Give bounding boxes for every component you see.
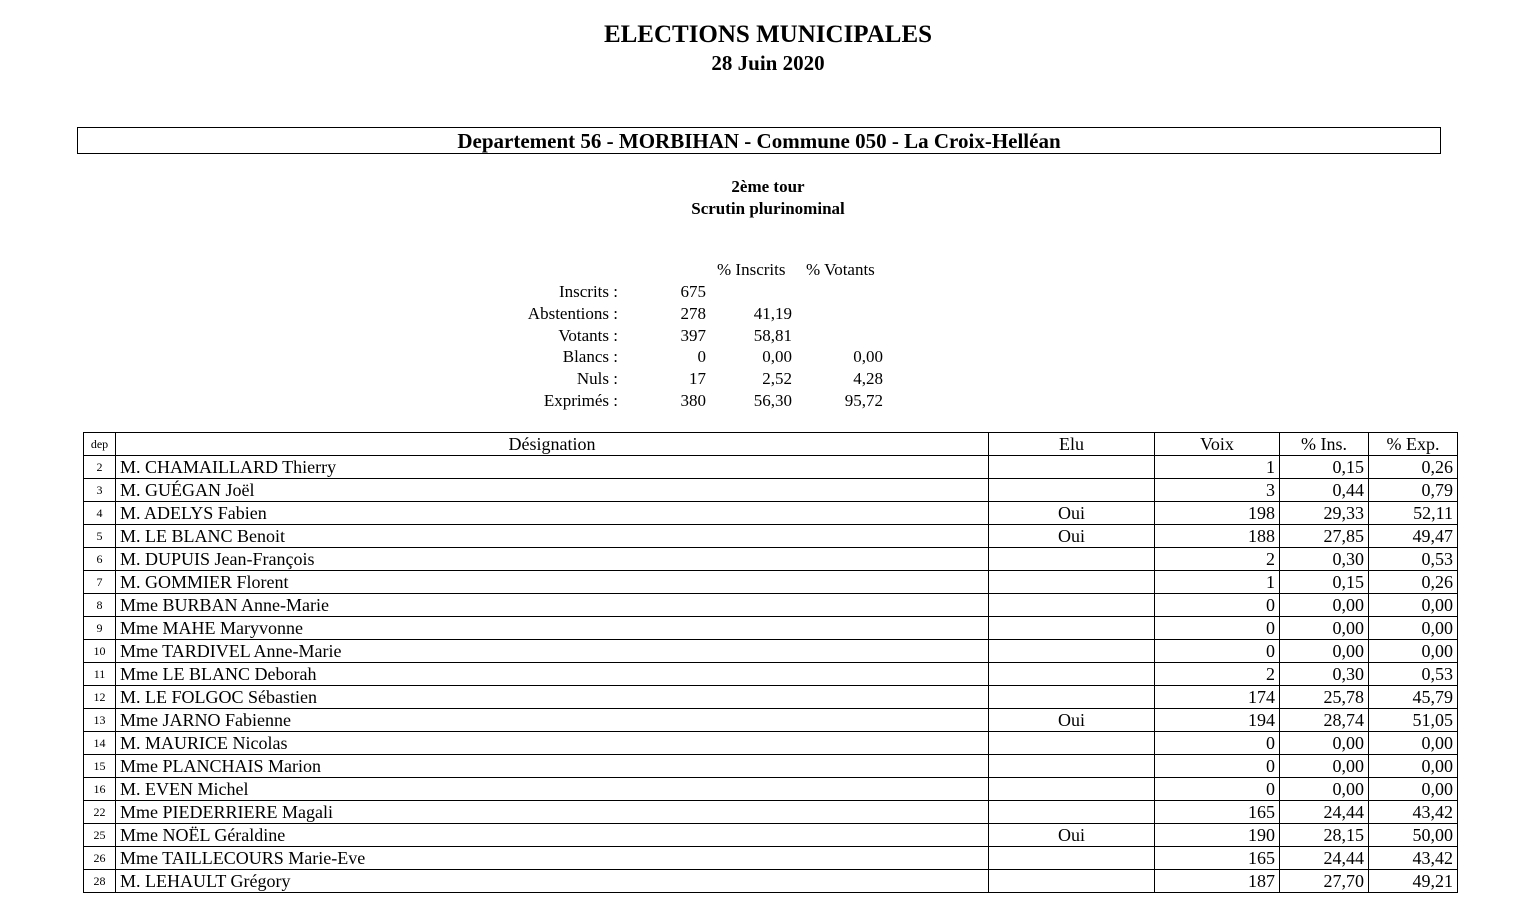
cell-designation: M. ADELYS Fabien — [116, 502, 989, 525]
page-title: ELECTIONS MUNICIPALES — [603, 21, 933, 48]
cell-pct-ins: 0,00 — [1280, 755, 1369, 778]
cell-pct-ins: 25,78 — [1280, 686, 1369, 709]
election-date: 28 Juin 2020 — [711, 51, 825, 75]
cell-dep: 12 — [84, 686, 116, 709]
cell-elu — [989, 617, 1155, 640]
table-row — [84, 571, 1458, 594]
cell-voix: 0 — [1155, 778, 1280, 801]
cell-dep: 15 — [84, 755, 116, 778]
cell-pct-exp: 45,79 — [1369, 686, 1458, 709]
column-header-dep: dep — [84, 433, 116, 456]
cell-designation: Mme PLANCHAIS Marion — [116, 755, 989, 778]
cell-pct-exp: 0,53 — [1369, 663, 1458, 686]
cell-designation: M. MAURICE Nicolas — [116, 732, 989, 755]
cell-pct-ins: 0,00 — [1280, 594, 1369, 617]
cell-elu — [989, 755, 1155, 778]
cell-designation: Mme MAHE Maryvonne — [116, 617, 989, 640]
cell-dep: 2 — [84, 456, 116, 479]
table-row — [84, 502, 1458, 525]
cell-elu — [989, 778, 1155, 801]
column-header-designation: Désignation — [116, 433, 989, 456]
pct-inscrits-header: % Inscrits — [717, 260, 786, 279]
cell-pct-ins: 0,00 — [1280, 732, 1369, 755]
table-row — [84, 525, 1458, 548]
stats-label: Abstentions : — [527, 304, 618, 323]
cell-designation: Mme PIEDERRIERE Magali — [116, 801, 989, 824]
candidates-table-body — [84, 456, 1458, 893]
cell-voix: 0 — [1155, 594, 1280, 617]
table-row — [84, 479, 1458, 502]
cell-voix: 188 — [1155, 525, 1280, 548]
cell-pct-exp: 50,00 — [1369, 824, 1458, 847]
cell-dep: 3 — [84, 479, 116, 502]
table-row — [84, 801, 1458, 824]
cell-voix: 198 — [1155, 502, 1280, 525]
stats-pct-inscrits: 2,52 — [762, 369, 792, 388]
stats-pct-inscrits: 41,19 — [753, 304, 792, 323]
cell-voix: 1 — [1155, 571, 1280, 594]
cell-voix: 190 — [1155, 824, 1280, 847]
cell-pct-ins: 28,74 — [1280, 709, 1369, 732]
cell-pct-ins: 24,44 — [1280, 801, 1369, 824]
stats-pct-votants: 95,72 — [844, 391, 883, 410]
column-header-elu: Elu — [989, 433, 1155, 456]
cell-designation: M. DUPUIS Jean-François — [116, 548, 989, 571]
cell-dep: 9 — [84, 617, 116, 640]
stats-label: Nuls : — [576, 369, 618, 388]
cell-dep: 8 — [84, 594, 116, 617]
cell-pct-ins: 0,15 — [1280, 456, 1369, 479]
cell-designation: M. EVEN Michel — [116, 778, 989, 801]
round-label: 2ème tour — [731, 177, 805, 196]
cell-voix: 187 — [1155, 870, 1280, 893]
column-header-pct-exp: % Exp. — [1369, 433, 1458, 456]
cell-pct-exp: 0,26 — [1369, 456, 1458, 479]
cell-designation: M. LEHAULT Grégory — [116, 870, 989, 893]
cell-elu — [989, 732, 1155, 755]
department-banner: Departement 56 - MORBIHAN - Commune 050 - La Croix-Helléan — [77, 127, 1441, 154]
stats-value: 17 — [689, 369, 706, 388]
cell-elu — [989, 801, 1155, 824]
table-row — [84, 824, 1458, 847]
column-header-voix: Voix — [1155, 433, 1280, 456]
cell-elu — [989, 548, 1155, 571]
cell-elu — [989, 640, 1155, 663]
cell-designation: M. CHAMAILLARD Thierry — [116, 456, 989, 479]
cell-pct-exp: 51,05 — [1369, 709, 1458, 732]
stats-pct-inscrits: 58,81 — [753, 326, 792, 345]
stats-value: 397 — [680, 326, 706, 345]
table-row — [84, 732, 1458, 755]
cell-pct-ins: 0,00 — [1280, 640, 1369, 663]
cell-designation: Mme TAILLECOURS Marie-Eve — [116, 847, 989, 870]
cell-designation: M. GOMMIER Florent — [116, 571, 989, 594]
cell-voix: 3 — [1155, 479, 1280, 502]
cell-pct-ins: 0,00 — [1280, 778, 1369, 801]
cell-pct-ins: 0,30 — [1280, 663, 1369, 686]
cell-pct-ins: 0,15 — [1280, 571, 1369, 594]
cell-elu: Oui — [989, 824, 1155, 847]
table-row — [84, 456, 1458, 479]
table-row — [84, 548, 1458, 571]
stats-pct-votants: 0,00 — [853, 347, 883, 366]
cell-dep: 25 — [84, 824, 116, 847]
table-row — [84, 686, 1458, 709]
cell-elu — [989, 870, 1155, 893]
cell-dep: 10 — [84, 640, 116, 663]
cell-voix: 0 — [1155, 617, 1280, 640]
stats-label: Blancs : — [562, 347, 618, 366]
cell-voix: 174 — [1155, 686, 1280, 709]
stats-label: Exprimés : — [543, 391, 618, 410]
cell-pct-exp: 0,53 — [1369, 548, 1458, 571]
cell-pct-exp: 52,11 — [1369, 502, 1458, 525]
cell-elu: Oui — [989, 525, 1155, 548]
cell-voix: 2 — [1155, 663, 1280, 686]
stats-pct-votants: 4,28 — [853, 369, 883, 388]
cell-designation: Mme BURBAN Anne-Marie — [116, 594, 989, 617]
table-header-row — [84, 433, 1458, 456]
cell-designation: M. GUÉGAN Joël — [116, 479, 989, 502]
table-row — [84, 617, 1458, 640]
cell-voix: 1 — [1155, 456, 1280, 479]
table-row — [84, 778, 1458, 801]
stats-value: 278 — [680, 304, 706, 323]
stats-value: 0 — [697, 347, 706, 366]
cell-elu: Oui — [989, 502, 1155, 525]
cell-elu — [989, 571, 1155, 594]
cell-pct-exp: 0,00 — [1369, 640, 1458, 663]
cell-voix: 165 — [1155, 801, 1280, 824]
cell-designation: Mme NOËL Géraldine — [116, 824, 989, 847]
cell-pct-exp: 43,42 — [1369, 847, 1458, 870]
cell-elu — [989, 456, 1155, 479]
stats-value: 380 — [680, 391, 706, 410]
cell-voix: 0 — [1155, 640, 1280, 663]
cell-voix: 194 — [1155, 709, 1280, 732]
cell-pct-ins: 27,85 — [1280, 525, 1369, 548]
cell-pct-ins: 0,00 — [1280, 617, 1369, 640]
cell-dep: 26 — [84, 847, 116, 870]
cell-dep: 28 — [84, 870, 116, 893]
cell-dep: 16 — [84, 778, 116, 801]
column-header-pct-ins: % Ins. — [1280, 433, 1369, 456]
table-row — [84, 709, 1458, 732]
cell-voix: 2 — [1155, 548, 1280, 571]
cell-pct-ins: 24,44 — [1280, 847, 1369, 870]
table-row — [84, 847, 1458, 870]
cell-voix: 165 — [1155, 847, 1280, 870]
cell-voix: 0 — [1155, 755, 1280, 778]
cell-pct-exp: 0,26 — [1369, 571, 1458, 594]
cell-pct-exp: 0,00 — [1369, 617, 1458, 640]
cell-elu — [989, 847, 1155, 870]
cell-pct-exp: 0,79 — [1369, 479, 1458, 502]
cell-pct-exp: 0,00 — [1369, 778, 1458, 801]
cell-pct-exp: 0,00 — [1369, 732, 1458, 755]
cell-pct-exp: 49,47 — [1369, 525, 1458, 548]
cell-pct-ins: 27,70 — [1280, 870, 1369, 893]
cell-elu: Oui — [989, 709, 1155, 732]
table-row — [84, 663, 1458, 686]
stats-pct-inscrits: 56,30 — [753, 391, 792, 410]
cell-designation: Mme LE BLANC Deborah — [116, 663, 989, 686]
table-row — [84, 755, 1458, 778]
cell-pct-ins: 28,15 — [1280, 824, 1369, 847]
cell-elu — [989, 479, 1155, 502]
cell-elu — [989, 686, 1155, 709]
cell-designation: M. LE BLANC Benoit — [116, 525, 989, 548]
cell-designation: Mme TARDIVEL Anne-Marie — [116, 640, 989, 663]
cell-dep: 11 — [84, 663, 116, 686]
cell-designation: M. LE FOLGOC Sébastien — [116, 686, 989, 709]
cell-dep: 7 — [84, 571, 116, 594]
cell-pct-ins: 0,30 — [1280, 548, 1369, 571]
cell-elu — [989, 663, 1155, 686]
cell-elu — [989, 594, 1155, 617]
cell-designation: Mme JARNO Fabienne — [116, 709, 989, 732]
pct-votants-header: % Votants — [806, 260, 875, 279]
candidates-table — [83, 432, 1458, 893]
stats-pct-inscrits: 0,00 — [762, 347, 792, 366]
cell-pct-exp: 43,42 — [1369, 801, 1458, 824]
cell-dep: 4 — [84, 502, 116, 525]
cell-pct-exp: 0,00 — [1369, 755, 1458, 778]
cell-pct-ins: 0,44 — [1280, 479, 1369, 502]
table-row — [84, 640, 1458, 663]
table-row — [84, 594, 1458, 617]
cell-dep: 13 — [84, 709, 116, 732]
table-row — [84, 870, 1458, 893]
cell-pct-ins: 29,33 — [1280, 502, 1369, 525]
cell-dep: 5 — [84, 525, 116, 548]
stats-label: Votants : — [558, 326, 618, 345]
cell-pct-exp: 0,00 — [1369, 594, 1458, 617]
cell-voix: 0 — [1155, 732, 1280, 755]
scrutin-type: Scrutin plurinominal — [691, 199, 845, 218]
stats-label: Inscrits : — [558, 282, 618, 301]
cell-dep: 6 — [84, 548, 116, 571]
cell-dep: 22 — [84, 801, 116, 824]
cell-dep: 14 — [84, 732, 116, 755]
cell-pct-exp: 49,21 — [1369, 870, 1458, 893]
stats-value: 675 — [680, 282, 706, 301]
